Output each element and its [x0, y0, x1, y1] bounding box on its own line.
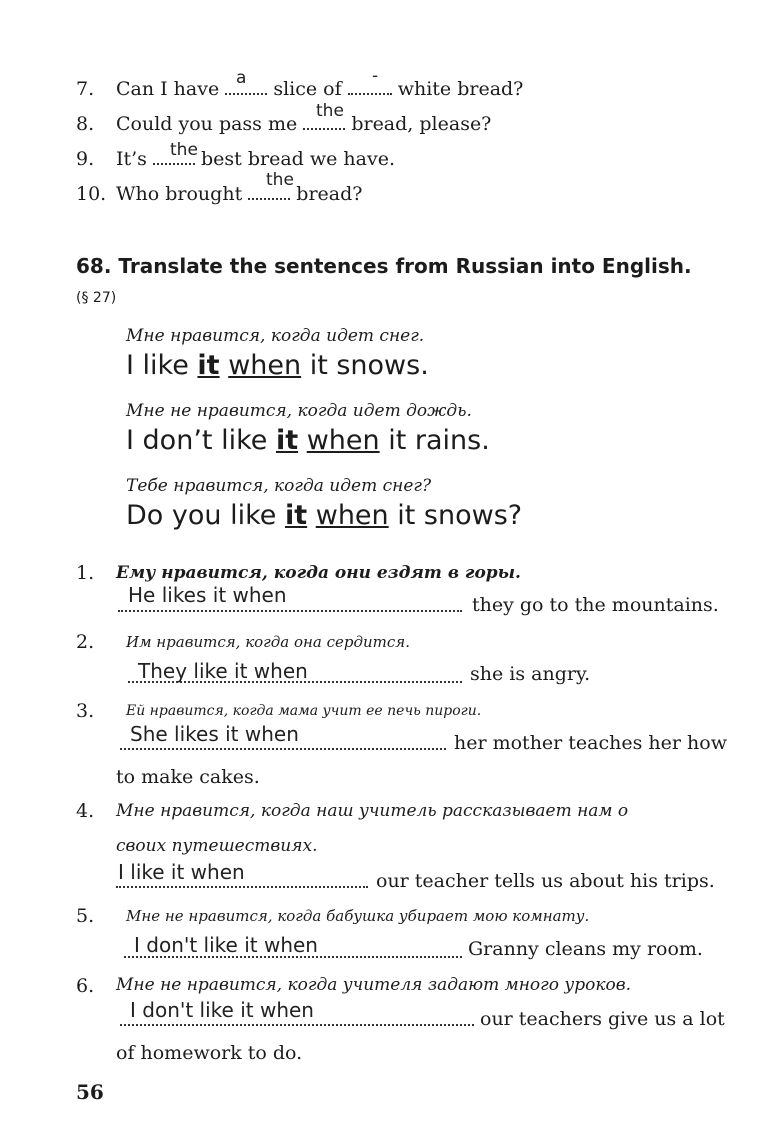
page-number: 56 [76, 1080, 104, 1104]
task-english-rest: our teacher tells us about his trips. [376, 870, 715, 892]
task-english-continuation: to make cakes. [116, 766, 260, 788]
item-number: 2. [76, 631, 95, 653]
handwritten-answer: I like it when [118, 860, 245, 884]
example-english: I like it when it snows. [126, 350, 429, 381]
task-english-rest: she is angry. [470, 663, 591, 685]
task-english-rest: Granny cleans my room. [468, 938, 703, 960]
task-english-continuation: of homework to do. [116, 1042, 303, 1064]
sentence-text: Who brought bread? [116, 183, 363, 205]
handwritten-answer: They like it when [138, 659, 308, 683]
example-russian: Мне нравится, когда идет снег. [126, 326, 425, 346]
item-number: 7. [76, 78, 95, 100]
section-reference: (§ 27) [76, 290, 117, 306]
item-number: 5. [76, 905, 95, 927]
task-english-rest: her mother teaches her how [454, 732, 727, 754]
item-number: 6. [76, 975, 95, 997]
answer-line [118, 598, 462, 612]
sentence-text: It’s best bread we have. [116, 148, 396, 170]
task-russian: Мне не нравится, когда бабушка убирает мою комнату. [126, 907, 590, 925]
task-english-rest: they go to the mountains. [472, 594, 719, 616]
item-number: 8. [76, 113, 95, 135]
answer-line [116, 874, 368, 888]
example-russian: Тебе нравится, когда идет снег? [126, 476, 432, 496]
task-russian: Ему нравится, когда они ездят в горы. [116, 563, 521, 583]
sentence-text: Could you pass me bread, please? [116, 113, 492, 135]
task-russian-line2: своих путешествиях. [116, 836, 318, 856]
answer-line [128, 669, 462, 683]
handwritten-answer: I don't like it when [134, 933, 318, 957]
item-number: 3. [76, 700, 95, 722]
example-english: I don’t like it when it rains. [126, 425, 490, 456]
handwritten-answer: I don't like it when [130, 998, 314, 1022]
handwritten-answer: She likes it when [130, 722, 299, 746]
task-russian: Мне не нравится, когда учителя задают много уроков. [116, 975, 632, 995]
answer-line [124, 944, 462, 958]
handwritten-answer: - [372, 66, 379, 86]
handwritten-answer: the [266, 170, 294, 190]
task-russian: Им нравится, когда она сердится. [126, 633, 410, 651]
example-russian: Мне не нравится, когда идет дождь. [126, 401, 472, 421]
example-english: Do you like it when it snows? [126, 500, 523, 531]
handwritten-answer: He likes it when [128, 583, 287, 607]
item-number: 4. [76, 800, 95, 822]
task-english-rest: our teachers give us a lot [480, 1008, 725, 1030]
item-number: 1. [76, 562, 95, 584]
answer-line [120, 1012, 474, 1026]
exercise-heading: 68. Translate the sentences from Russian into English. [76, 254, 692, 278]
handwritten-answer: a [236, 68, 247, 88]
item-number: 9. [76, 148, 95, 170]
sentence-text: Can I have slice of white bread? [116, 78, 524, 100]
answer-line [120, 736, 446, 750]
handwritten-answer: the [170, 140, 198, 160]
handwritten-answer: the [316, 101, 344, 121]
task-russian: Ей нравится, когда мама учит ее печь пироги. [126, 703, 482, 719]
item-number: 10. [76, 183, 107, 205]
task-russian: Мне нравится, когда наш учитель рассказывает нам о [116, 801, 629, 821]
